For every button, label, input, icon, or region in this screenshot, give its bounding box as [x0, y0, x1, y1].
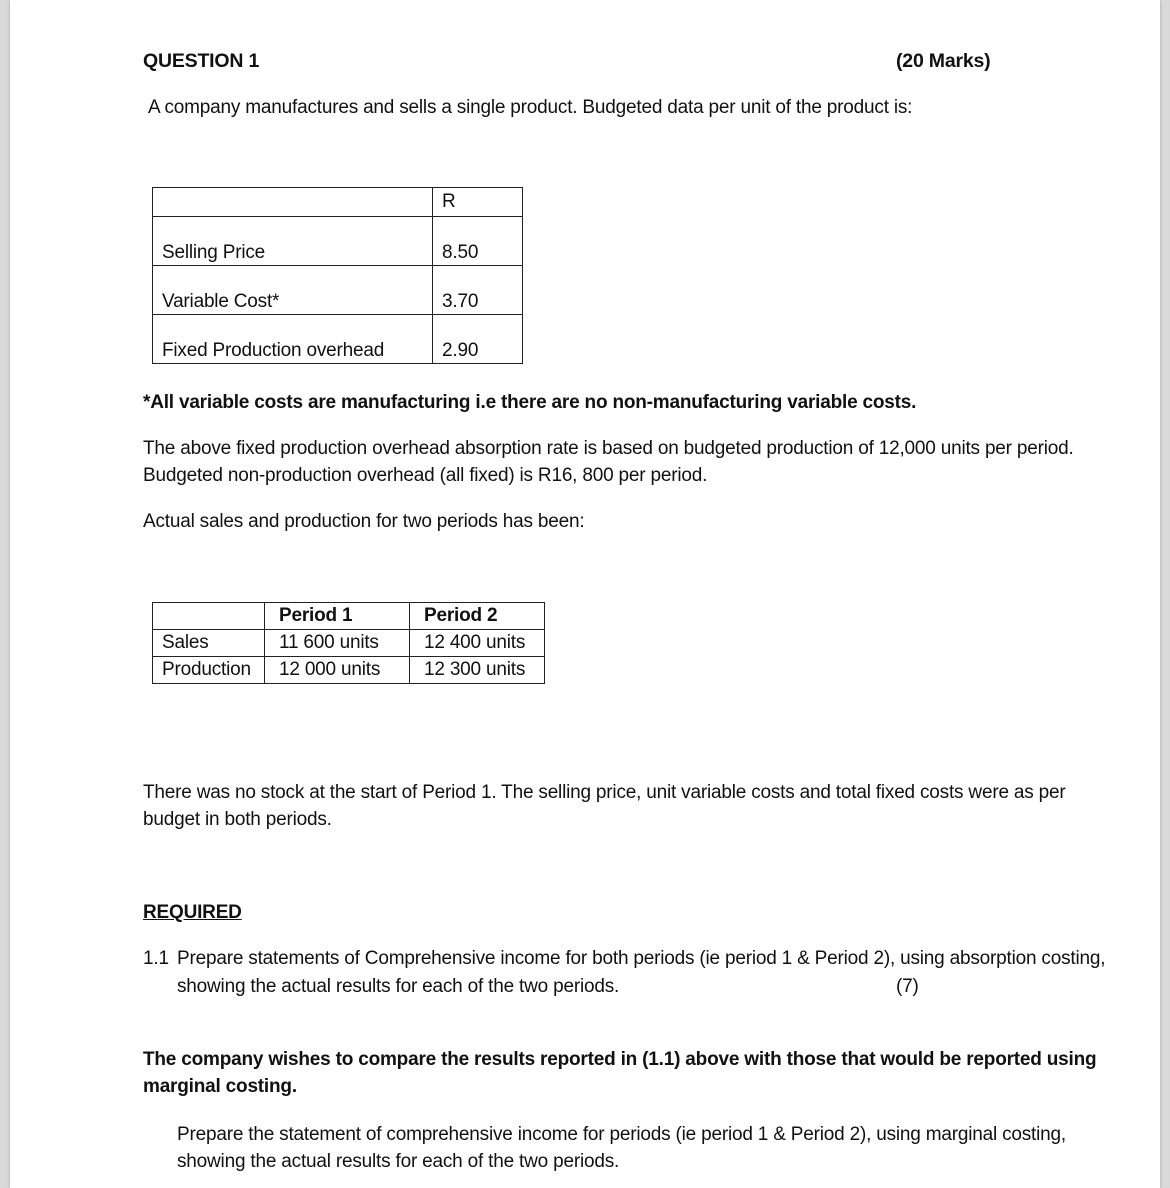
marginal-line2: showing the actual results for each of the two periods. — [177, 1151, 620, 1172]
question-marks: (20 Marks) — [896, 50, 991, 72]
budget-table-header — [153, 188, 523, 217]
required-item-number: 1.1 — [143, 948, 169, 969]
required-item-marks: (7) — [896, 976, 919, 997]
paragraph1-line2: Budgeted non-production overhead (all fixed) is R16, 800 per period. — [143, 465, 708, 486]
periods-header-blank — [153, 603, 265, 630]
intro-text: A company manufactures and sells a single product. Budgeted data per unit of the product is: — [148, 97, 913, 118]
periods-table — [152, 602, 545, 684]
periods-header-period1: Period 1 — [265, 603, 410, 630]
compare-line1: The company wishes to compare the results reported in (1.1) above with those that would be reported using — [143, 1049, 1097, 1070]
paragraph1-line1: The above fixed production overhead absorption rate is based on budgeted production of 12,000 units per period. — [143, 438, 1074, 459]
required-item-line1: Prepare statements of Comprehensive income for both periods (ie period 1 & Period 2), using absorption costing, — [177, 948, 1106, 969]
table-row — [153, 315, 523, 364]
periods-row-p2: 12 400 units — [410, 630, 545, 657]
marginal-line1: Prepare the statement of comprehensive income for periods (ie period 1 & Period 2), using marginal costing, — [177, 1124, 1066, 1145]
required-item-line2: showing the actual results for each of the two periods. — [177, 976, 620, 997]
budget-header-currency: R — [433, 188, 523, 217]
periods-row-p1: 11 600 units — [265, 630, 410, 657]
footnote-text: *All variable costs are manufacturing i.e there are no non-manufacturing variable costs. — [143, 392, 917, 413]
budget-row-value: 2.90 — [433, 315, 523, 364]
table-row — [153, 266, 523, 315]
question-title: QUESTION 1 — [143, 50, 260, 72]
periods-row-p2: 12 300 units — [410, 657, 545, 684]
budget-row-label: Fixed Production overhead — [153, 315, 433, 364]
periods-row-label: Production — [153, 657, 265, 684]
paragraph3-line2: budget in both periods. — [143, 809, 332, 830]
table-row — [153, 217, 523, 266]
budget-header-label — [153, 188, 433, 217]
document-page — [10, 0, 1160, 1188]
required-heading: REQUIRED — [143, 902, 242, 923]
budget-row-value: 3.70 — [433, 266, 523, 315]
paragraph2-text: Actual sales and production for two periods has been: — [143, 511, 585, 532]
periods-table-header — [153, 603, 545, 630]
periods-row-label: Sales — [153, 630, 265, 657]
periods-row-p1: 12 000 units — [265, 657, 410, 684]
budget-row-label: Variable Cost* — [153, 266, 433, 315]
periods-header-period2: Period 2 — [410, 603, 545, 630]
table-row — [153, 657, 545, 684]
paragraph3-line1: There was no stock at the start of Period 1. The selling price, unit variable costs and total fixed costs were as per — [143, 782, 1066, 803]
table-row — [153, 630, 545, 657]
budget-row-value: 8.50 — [433, 217, 523, 266]
budget-row-label: Selling Price — [153, 217, 433, 266]
compare-line2: marginal costing. — [143, 1076, 297, 1097]
budget-table — [152, 187, 523, 364]
